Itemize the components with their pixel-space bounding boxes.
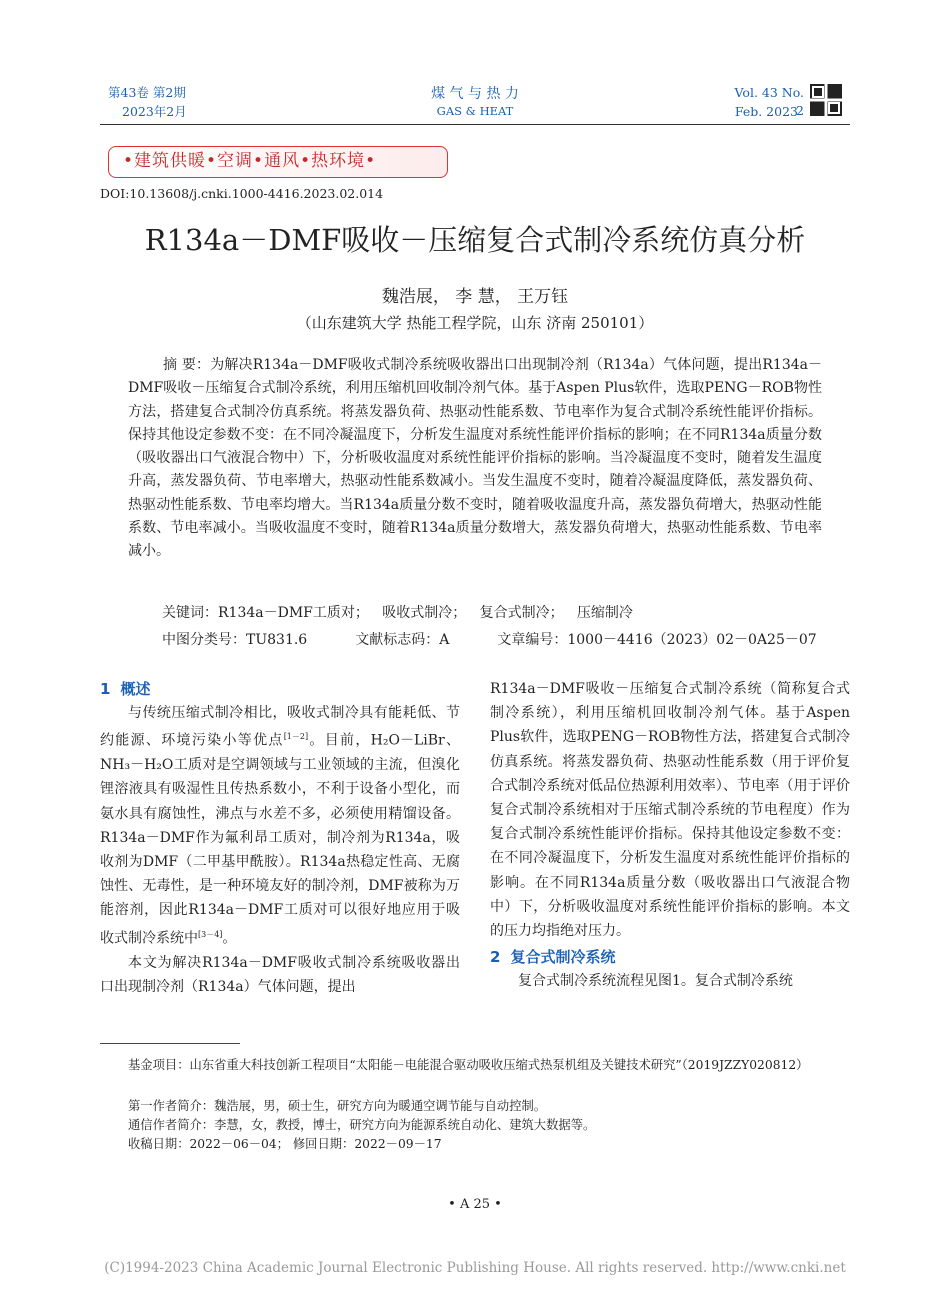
clc-value: TU831.6 — [246, 632, 308, 648]
keywords — [162, 602, 633, 622]
clc-label: 中图分类号： — [162, 632, 246, 648]
section-category-banner: •建筑供暖•空调•通风•热环境• — [108, 146, 448, 178]
doc-code-label: 文献标志码： — [355, 632, 440, 648]
affiliation: （山东建筑大学 热能工程学院，山东 济南 250101） — [296, 314, 654, 332]
article-number-value: 1000－4416（2023）02－0A25－07 — [567, 632, 817, 648]
section-1-paragraph-1: 与传统压缩式制冷相比，吸收式制冷具有能耗低、节约能源、环境污染小等优点[1－2]。目前，H₂O－LiBr、NH₃－H₂O工质对是空调领域与工业领域的主流，但溴化锂溶液具有吸湿性且传热系数小，不利于设备小型化，而氨水具有腐蚀性，沸点与水差不多，必须使用精馏设备。R134a－DMF作为氟利昂工质对，制冷剂为R134a，吸收剂为DMF（二甲基甲酰胺）。R134a热稳定性高、无腐蚀性、无毒性，是一种环境友好的制冷剂，DMF被称为万能溶剂，因此R134a－DMF工质对可以很好地应用于吸收式制冷系统中[3－4]。 — [100, 705, 461, 947]
section-2-heading — [490, 945, 850, 969]
article-title: R134a－DMF吸收－压缩复合式制冷系统仿真分析 — [144, 223, 806, 257]
classification-line — [162, 629, 817, 649]
section-1-heading — [100, 677, 460, 701]
doi[interactable]: DOI:10.13608/j.cnki.1000-4416.2023.02.014 — [100, 186, 384, 201]
footnote-rule — [100, 1043, 240, 1044]
fund-label: 基金项目： — [128, 1058, 190, 1072]
section-2-number: 2 — [490, 948, 501, 967]
abstract-label: 摘 要： — [163, 357, 211, 373]
right-column — [490, 677, 850, 994]
date-en: Feb. 2023 — [734, 104, 798, 119]
volume-issue-cn: 第43卷 第2期 — [108, 85, 186, 100]
copyright-footer: (C)1994-2023 China Academic Journal Electronic Publishing House. All rights reserved. http://www.cnki.net — [104, 1260, 846, 1276]
page-number: • A 25 • — [448, 1197, 502, 1212]
section-2-title: 复合式制冷系统 — [510, 948, 616, 967]
keywords-text: R134a－DMF工质对； 吸收式制冷； 复合式制冷； 压缩制冷 — [218, 605, 633, 621]
right-paragraph-1: R134a－DMF吸收－压缩复合式制冷系统（简称复合式制冷系统），利用压缩机回收制冷剂气体。基于Aspen Plus软件，选取PENG－ROB物性方法，搭建复合式制冷仿真系统。将蒸发器负荷、热驱动性能系数（用于评价复合式制冷系统对低品位热源利用效率）、节电率（用于评价复合式制冷系统相对于压缩式制冷系统的节电程度）作为复合式制冷系统性能评价指标。保持其他设定参数不变：在不同冷凝温度下，分析发生温度对系统性能评价指标的影响。在不同R134a质量分数（吸收器出口气液混合物中）下，分析吸收温度对系统性能评价指标的影响。本文的压力均指绝对压力。 — [490, 681, 850, 940]
section-1-title: 概述 — [120, 680, 151, 698]
left-column — [100, 677, 460, 999]
keywords-label: 关键词： — [162, 605, 218, 621]
citation-3-4[interactable]: [3－4] — [198, 929, 223, 939]
citation-1-2[interactable]: [1－2] — [283, 732, 309, 742]
volume-issue-en: Vol. 43 No. 2 — [734, 85, 804, 118]
footnote-first-author: 第一作者简介：魏浩展，男，硕士生，研究方向为暖通空调节能与自动控制。 — [128, 1099, 547, 1113]
journal-title-en: GAS & HEAT — [436, 104, 514, 118]
abstract-text: 为解决R134a－DMF吸收式制冷系统吸收器出口出现制冷剂（R134a）气体问题，提出R134a－DMF吸收－压缩复合式制冷系统，利用压缩机回收制冷剂气体。基于Aspen Plus软件，选取PENG－ROB物性方法，搭建复合式制冷仿真系统。将蒸发器负荷、热驱动性能系数、节电率作为复合式制冷系统性能评价指标。保持其他设定参数不变：在不同冷凝温度下，分析发生温度对系统性能评价指标的影响；在不同R134a质量分数（吸收器出口气液混合物中）下，分析吸收温度对系统性能评价指标的影响。当冷凝温度不变时，随着发生温度升高，蒸发器负荷、节电率增大，热驱动性能系数减小。当发生温度不变时，随着冷凝温度降低，蒸发器负荷、热驱动性能系数、节电率均增大。当R134a质量分数不变时，随着吸收温度升高，蒸发器负荷增大，热驱动性能系数、节电率减小。当吸收温度不变时，随着R134a质量分数增大，蒸发器负荷增大，热驱动性能系数、节电率减小。 — [128, 357, 822, 560]
article-number-label: 文章编号： — [497, 632, 568, 648]
date-cn: 2023年2月 — [122, 104, 187, 119]
fund-text: 山东省重大科技创新工程项目“太阳能－电能混合驱动吸收压缩式热泵机组及关键技术研究”（2019JZZY020812） — [189, 1058, 809, 1072]
section-2-paragraph-1: 复合式制冷系统流程见图1。复合式制冷系统 — [518, 973, 793, 990]
journal-title-cn: 煤 气 与 热 力 — [431, 86, 519, 102]
footnote-dates: 收稿日期：2022－06－04； 修回日期：2022－09－17 — [128, 1137, 442, 1151]
footnote-fund — [128, 1056, 848, 1075]
doc-code-value: A — [439, 632, 450, 648]
authors: 魏浩展， 李 慧， 王万钰 — [381, 287, 569, 307]
section-1-number: 1 — [100, 680, 111, 698]
footnote-corresponding-author: 通信作者简介：李慧，女，教授，博士，研究方向为能源系统自动化、建筑大数据等。 — [128, 1118, 596, 1132]
section-1-paragraph-2: 本文为解决R134a－DMF吸收式制冷系统吸收器出口出现制冷剂（R134a）气体问题，提出 — [100, 954, 460, 995]
header-rule — [100, 124, 850, 125]
abstract — [128, 354, 822, 564]
qr-code-icon[interactable] — [810, 84, 842, 116]
